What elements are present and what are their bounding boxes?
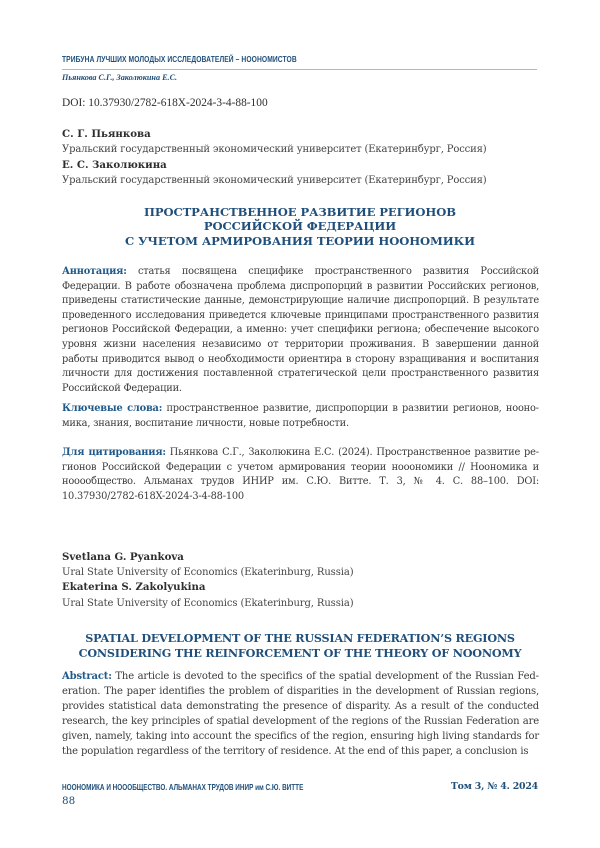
title-line: С УЧЕТОМ АРМИРОВАНИЯ ТЕОРИИ НООНОМИКИ <box>125 233 475 248</box>
keywords-text: пространственное развитие, диспропорции в развитии регионов, ноономика, знания, воспитание личности, новые потребности. <box>62 403 539 429</box>
footer-journal-title: НООНОМИКА И НОООБЩЕСТВО. АЛЬМАНАХ ТРУДОВ ИНИР им С.Ю. ВИТТЕ <box>62 783 304 792</box>
title-line: ПРОСТРАНСТВЕННОЕ РАЗВИТИЕ РЕГИОНОВ <box>144 205 456 219</box>
citation <box>62 446 539 504</box>
annotation <box>62 265 539 396</box>
author-affiliation: Ural State University of Economics (Ekaterinburg, Russia) <box>62 597 354 609</box>
annotation-label: Аннотация: <box>62 266 127 277</box>
author-name: Svetlana G. Pyankova <box>62 551 184 563</box>
author-name: Ekaterina S. Zakolyukina <box>62 581 206 594</box>
keywords <box>62 402 539 431</box>
author-affiliation: Ural State University of Economics (Ekaterinburg, Russia) <box>62 567 354 579</box>
author-name: Е. С. Заколюкина <box>62 158 167 171</box>
article-title-ru <box>40 205 560 248</box>
page-number: 88 <box>62 795 76 807</box>
article-title-en <box>40 631 560 661</box>
running-head-authors: Пьянкова С.Г., Заколюкина Е.С. <box>62 73 178 82</box>
keywords-label: Ключевые слова: <box>62 403 163 414</box>
abstract-text: The article is devoted to the specifics of the spatial development of the Russian Federation. The paper identifies the problem of disparities in the development of Russian regions, provides statistical data demonstrating the presence of disparity. As a result of the conducted research, the key principles of spatial development of the regions of the Russian Federation are given, namely, taking into account the specifics of the region, ensuring high living standards for the population regardless of the territory of residence. At the end of this paper, a conclusion is <box>62 671 539 757</box>
abstract-en <box>62 670 539 759</box>
doi[interactable]: DOI: 10.37930/2782-618X-2024-3-4-88-100 <box>62 97 268 109</box>
annotation-text: статья посвящена специфике пространственного развития Российской Федерации. В работе обозначена проблема диспропорций в развитии Российских регионов, приведены статистические данные, демонстрирующие наличие диспропорций. В результате проведенного исследования приведется ключевые принципами пространственного развития регионов Российской Федерации, а именно: учет специфики региона; обеспечение высокого уровня жизни населения независимо от территории проживания. В завершении данной работы приводится вывод о необходимости ориентира в сторону взращивания и воспитания личности для достижения поставленной стратегической цели пространственного развития Российской Федерации. <box>62 266 539 394</box>
title-line: РОССИЙСКОЙ ФЕДЕРАЦИИ <box>203 219 397 234</box>
authors-ru <box>62 127 542 189</box>
footer-issue: Том 3, № 4. 2024 <box>450 781 538 792</box>
author-name: С. Г. Пьянкова <box>62 128 151 140</box>
abstract-label: Abstract: <box>62 671 112 682</box>
authors-en <box>62 550 542 611</box>
header-rule <box>62 69 537 70</box>
citation-text: Пьянкова С.Г., Заколюкина Е.С. (2024). Пространственное развитие регионов Российской Федерации с учетом армирования теории нооономики // Ноономика и нооообщество. Альманах трудов ИНИР им. С.Ю. Витте. Т. 3, № 4. С. 88–100. DOI: 10.37930/2782-618X-2024-3-4-88-100 <box>62 447 539 502</box>
title-line: SPATIAL DEVELOPMENT OF THE RUSSIAN FEDERATION’S REGIONS <box>85 631 515 645</box>
citation-label: Для цитирования: <box>62 447 166 458</box>
author-affiliation: Уральский государственный экономический университет (Екатеринбург, Россия) <box>62 175 487 187</box>
title-line: CONSIDERING THE REINFORCEMENT OF THE THEORY OF NOONOMY <box>78 646 522 660</box>
author-affiliation: Уральский государственный экономический университет (Екатеринбург, Россия) <box>62 144 487 156</box>
running-head-section: ТРИБУНА ЛУЧШИХ МОЛОДЫХ ИССЛЕДОВАТЕЛЕЙ – НООНОМИСТОВ <box>62 55 297 64</box>
